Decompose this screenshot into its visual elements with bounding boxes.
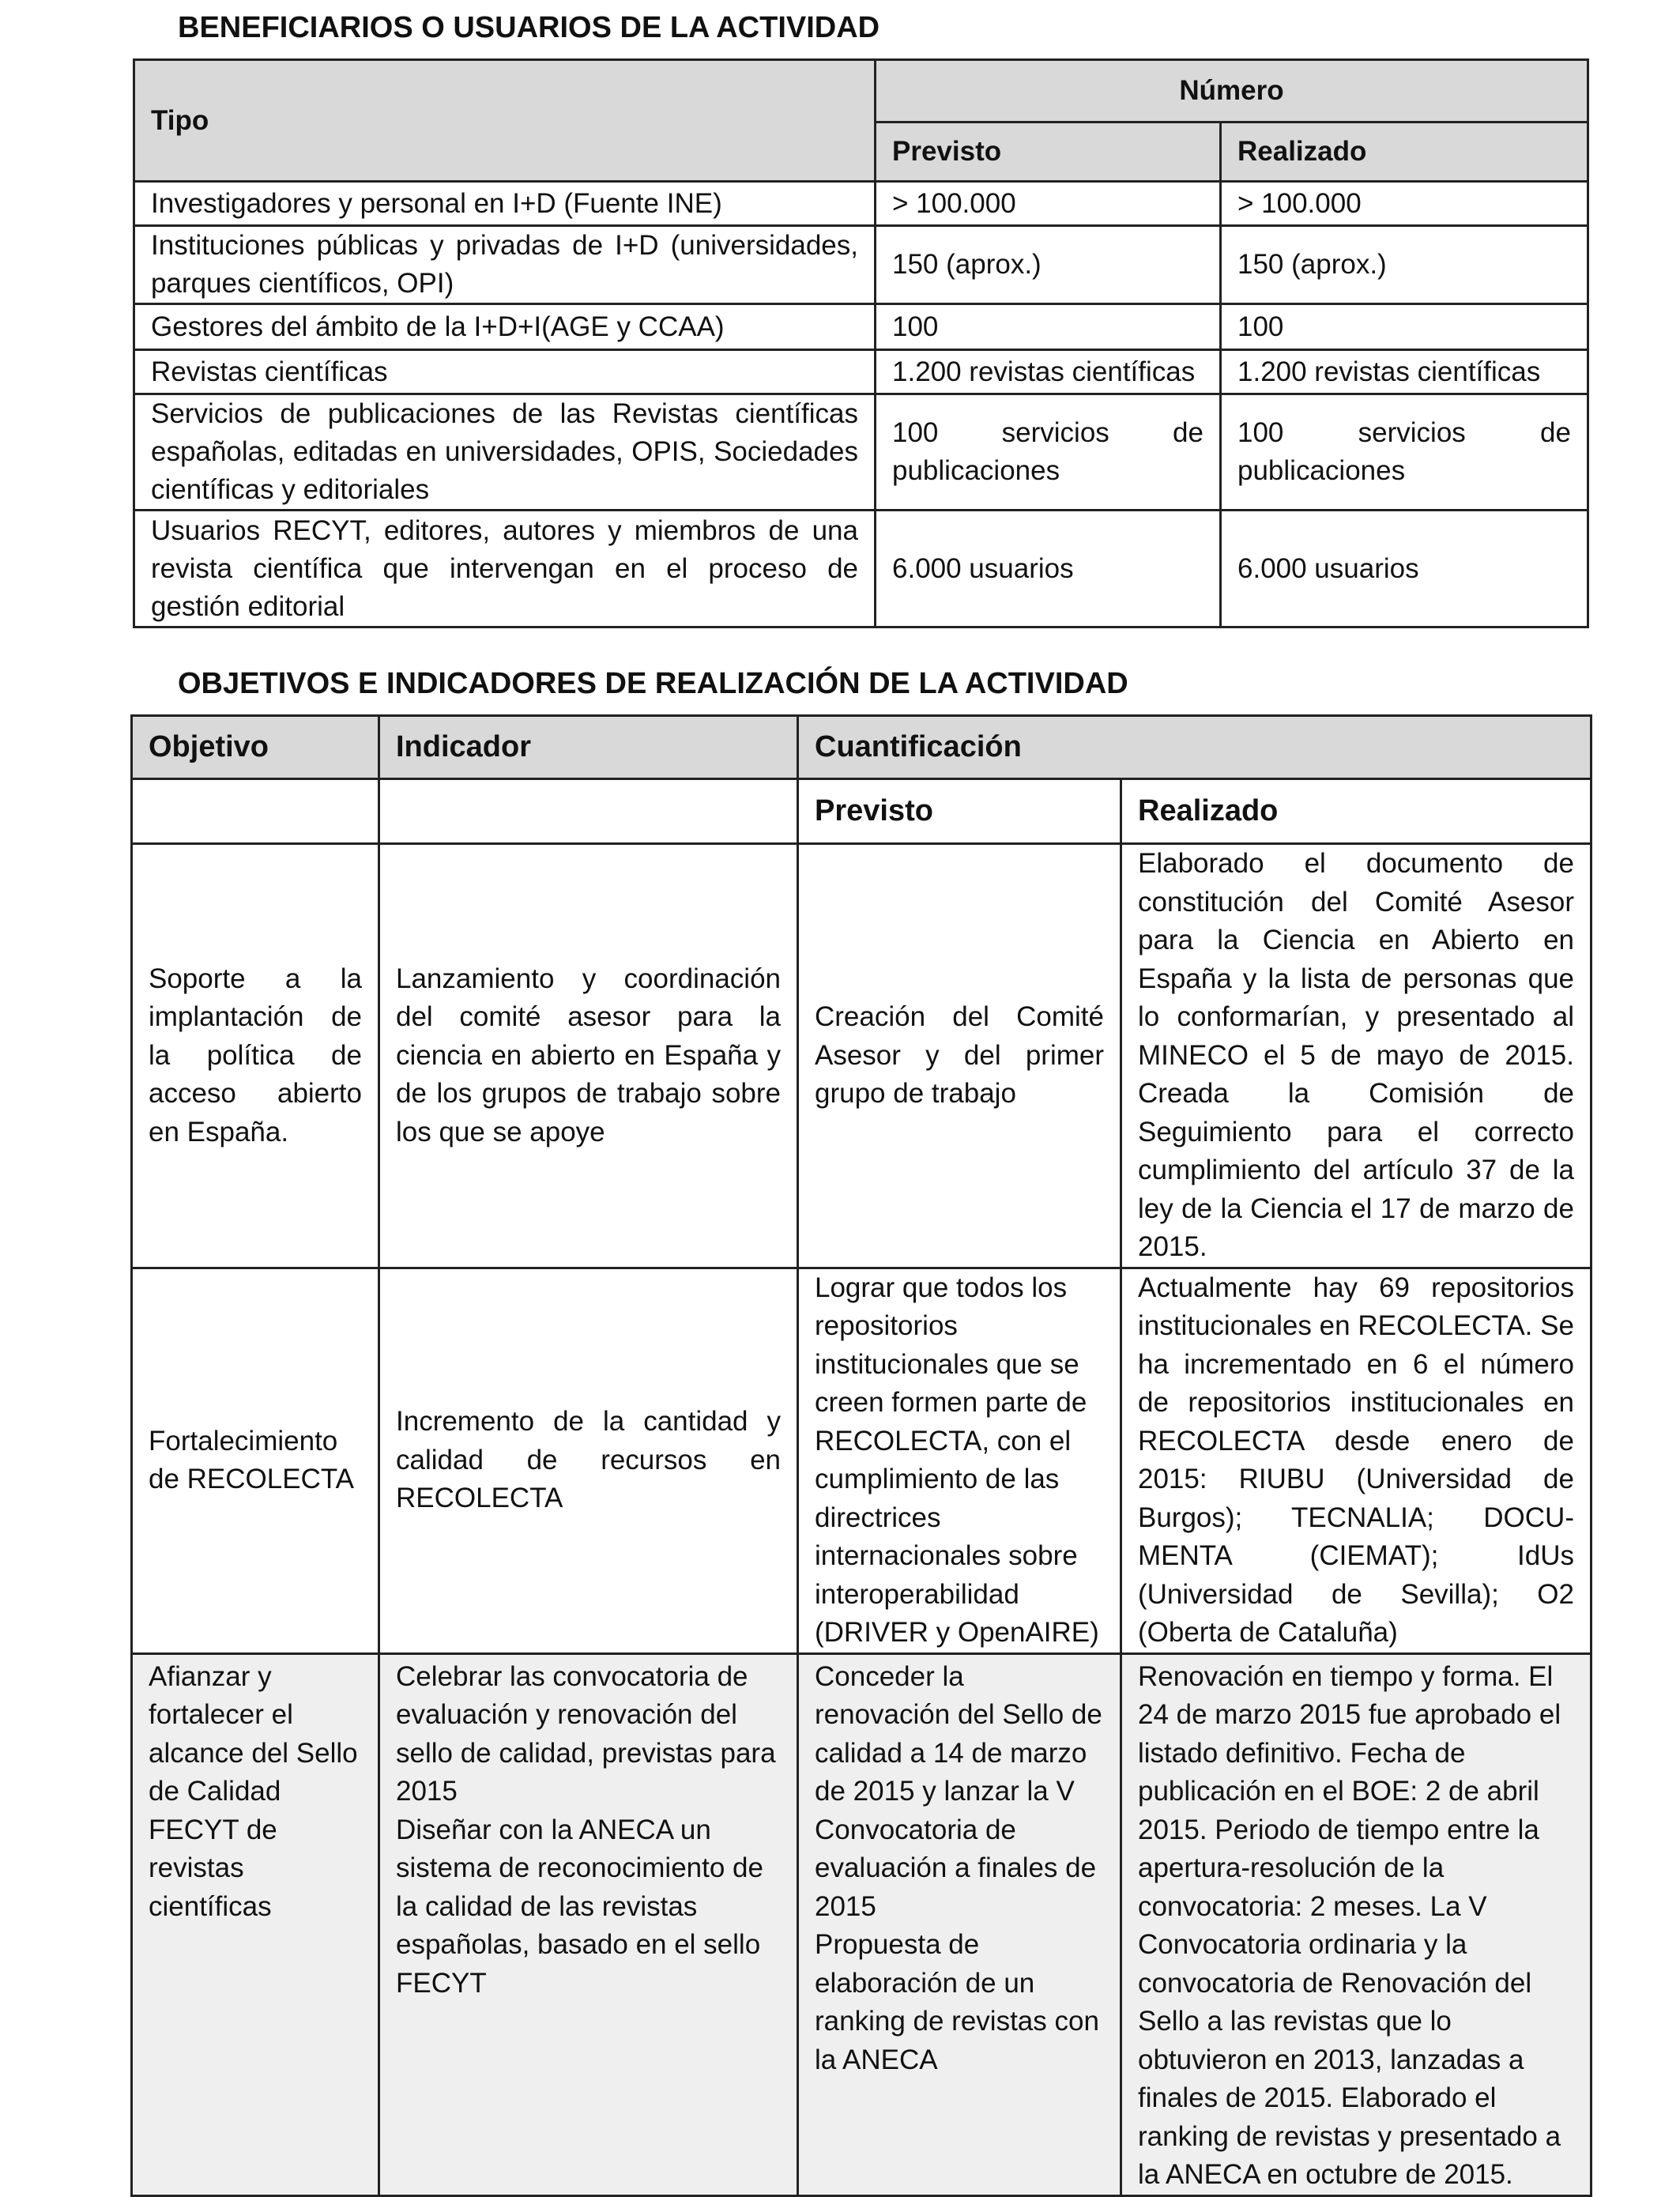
cell-realizado: 6.000 usuarios xyxy=(1221,511,1588,627)
cell-realizado: Renovación en tiempo y forma. El 24 de marzo 2015 fue aprobado el listado definitivo. Fecha de publicación en el BOE: 2 de abril 2015. Periodo de tiempo entre la apertura-resolución de la convocatoria: 2 meses. La V Convocatoria ordinaria y la convocatoria de Renovación del Sello a las revistas que lo obtuvieron en 2013, lanzadas a finales de 2015. Elaborado el ranking de revistas y presentado a la ANECA en octubre de 2015. xyxy=(1121,1653,1591,2195)
cell-tipo: Usuarios RECYT, editores, autores y miembros de una revista científica que intervengan en el proceso de gestión editorial xyxy=(134,511,876,627)
header-realizado: Realizado xyxy=(1221,122,1588,182)
cell-previsto: 100 servicios de publicaciones xyxy=(876,394,1221,511)
table-row xyxy=(134,226,1588,304)
header-indicador: Indicador xyxy=(379,716,798,779)
cell-indicador: Celebrar las convocatoria de evaluación y renovación del sello de calidad, previstas para 2015 Diseñar con la ANECA un sistema de reconocimiento de la calidad de las revistas españolas, basado en el sello FECYT xyxy=(379,1653,798,2195)
cell-realizado: 100 servicios de publicaciones xyxy=(1221,394,1588,511)
beneficiarios-table xyxy=(133,58,1589,628)
table-row xyxy=(134,394,1588,511)
cell-previsto: 1.200 revistas científicas xyxy=(876,350,1221,394)
header-objetivo: Objetivo xyxy=(132,716,379,779)
cell-realizado: 150 (aprox.) xyxy=(1221,226,1588,304)
cell-realizado: 100 xyxy=(1221,304,1588,350)
objetivos-table xyxy=(130,714,1592,2197)
cell-realizado: > 100.000 xyxy=(1221,182,1588,226)
cell-tipo: Investigadores y personal en I+D (Fuente INE) xyxy=(134,182,876,226)
cell-indicador: Lanzamiento y coordinación del comité asesor para la ciencia en abierto en España y de los grupos de trabajo sobre los que se apoye xyxy=(379,844,798,1268)
cell-indicador: Incremento de la cantidad y calidad de recursos en RECOLECTA xyxy=(379,1268,798,1653)
cell-previsto: > 100.000 xyxy=(876,182,1221,226)
cell-tipo: Instituciones públicas y privadas de I+D (universidades, parques científicos, OPI) xyxy=(134,226,876,304)
cell-tipo: Servicios de publicaciones de las Revistas científicas españolas, editadas en universidades, OPIS, Sociedades científicas y editoriales xyxy=(134,394,876,511)
cell-realizado: Actualmente hay 69 repositorios institucionales en RECOLECTA. Se ha incrementado en 6 el número de repositorios institucionales en RECOLECTA desde enero de 2015: RIUBU (Universidad de Burgos); TECNALIA; DOCU-MENTA (CIEMAT); IdUs (Universidad de Sevilla); O2 (Oberta de Cataluña) xyxy=(1121,1268,1591,1653)
cell-previsto: 6.000 usuarios xyxy=(876,511,1221,627)
cell-objetivo: Afianzar y fortalecer el alcance del Sello de Calidad FECYT de revistas científicas xyxy=(132,1653,379,2195)
cell-objetivo: Fortalecimiento de RECOLECTA xyxy=(132,1268,379,1653)
table-row xyxy=(132,844,1591,1268)
cell-previsto: Lograr que todos los repositorios institucionales que se creen formen parte de RECOLECTA, con el cumplimiento de las directrices internacionales sobre interoperabilidad (DRIVER y OpenAIRE) xyxy=(798,1268,1121,1653)
table-row xyxy=(132,1653,1591,2195)
header-realizado: Realizado xyxy=(1121,779,1591,844)
header-empty-indicador xyxy=(379,779,798,844)
cell-tipo: Revistas científicas xyxy=(134,350,876,394)
header-empty-objetivo xyxy=(132,779,379,844)
section-title-beneficiarios: BENEFICIARIOS O USUARIOS DE LA ACTIVIDAD xyxy=(178,11,880,44)
table-row xyxy=(134,304,1588,350)
cell-tipo: Gestores del ámbito de la I+D+I(AGE y CCAA) xyxy=(134,304,876,350)
table-row xyxy=(134,511,1588,627)
cell-previsto: 100 xyxy=(876,304,1221,350)
table-row xyxy=(134,350,1588,394)
header-tipo: Tipo xyxy=(134,60,876,182)
header-cuantificacion: Cuantificación xyxy=(798,716,1591,779)
cell-objetivo: Soporte a la implantación de la política de acceso abierto en España. xyxy=(132,844,379,1268)
header-previsto: Previsto xyxy=(798,779,1121,844)
cell-previsto: Conceder la renovación del Sello de calidad a 14 de marzo de 2015 y lanzar la V Convocatoria de evaluación a finales de 2015 Propuesta de elaboración de un ranking de revistas con la ANECA xyxy=(798,1653,1121,2195)
cell-realizado: 1.200 revistas científicas xyxy=(1221,350,1588,394)
cell-realizado: Elaborado el documento de constitución del Comité Asesor para la Ciencia en Abierto en España y la lista de personas que lo conformarían, y presentado al MINECO el 5 de mayo de 2015. Creada la Comisión de Seguimiento para el correcto cumplimiento del artículo 37 de la ley de la Ciencia el 17 de marzo de 2015. xyxy=(1121,844,1591,1268)
header-numero: Número xyxy=(876,60,1588,122)
section-title-objetivos: OBJETIVOS E INDICADORES DE REALIZACIÓN DE LA ACTIVIDAD xyxy=(178,667,1128,700)
cell-previsto: Creación del Comité Asesor y del primer grupo de trabajo xyxy=(798,844,1121,1268)
cell-previsto: 150 (aprox.) xyxy=(876,226,1221,304)
header-previsto: Previsto xyxy=(876,122,1221,182)
table-row xyxy=(132,1268,1591,1653)
table-row xyxy=(134,182,1588,226)
